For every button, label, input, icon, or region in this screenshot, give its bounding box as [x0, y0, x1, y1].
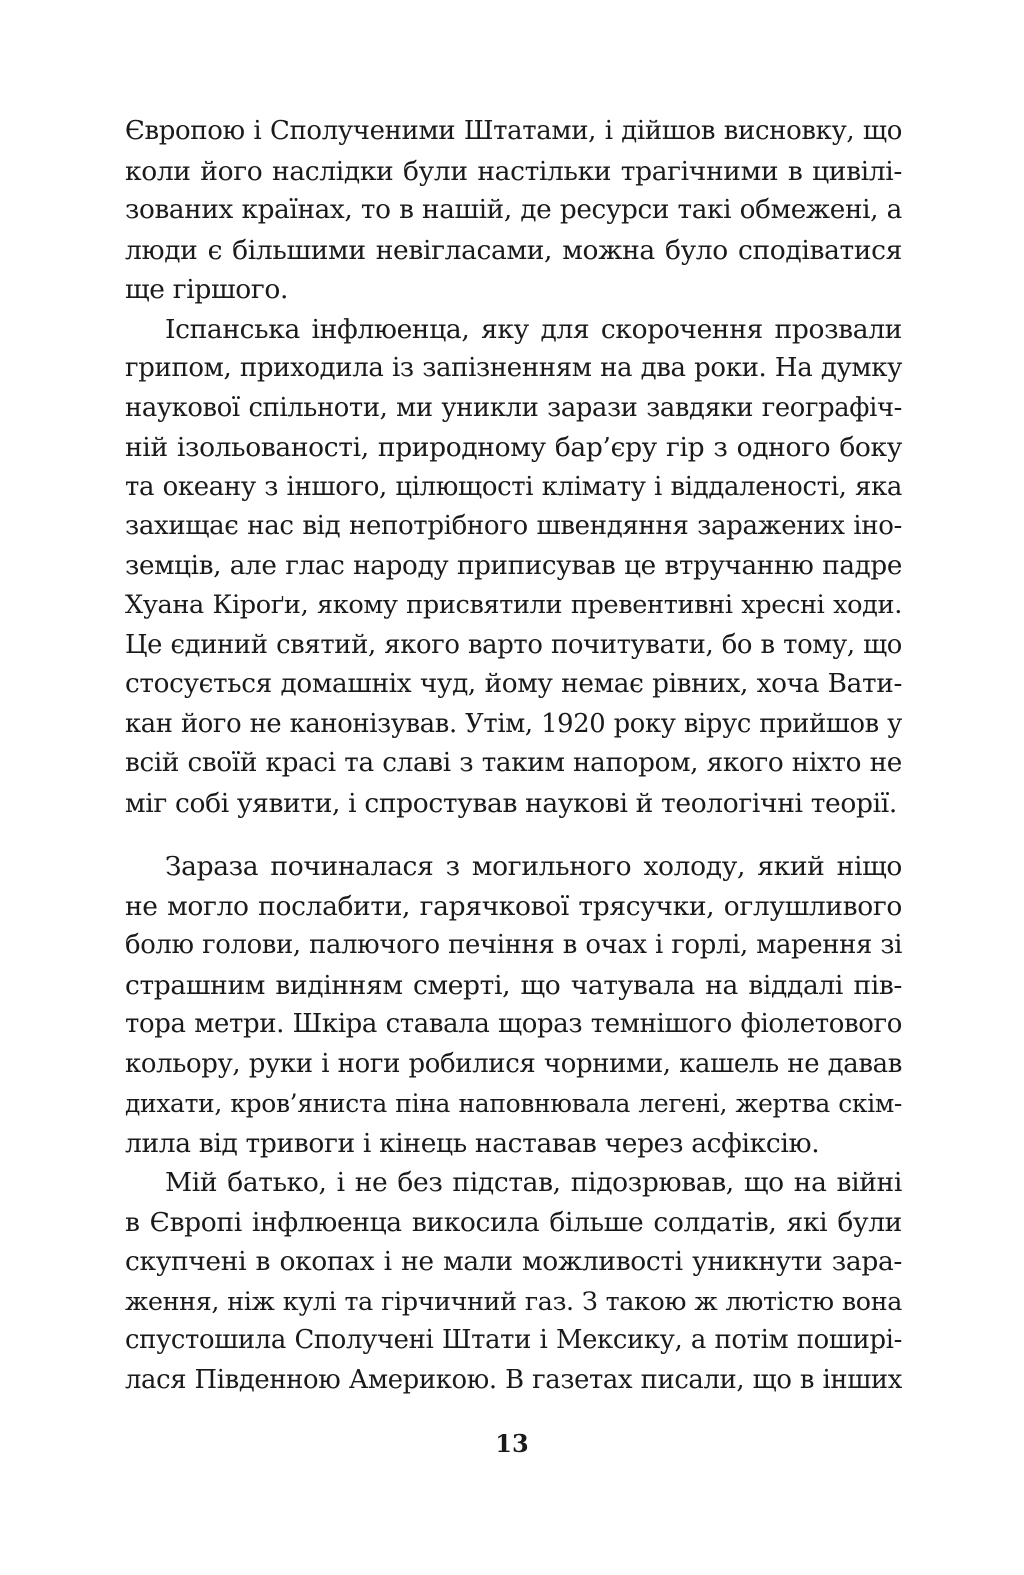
text-line: лася Південною Америкою. В газетах писали, що в інших	[125, 1364, 902, 1395]
text-line: грипом, приходила із запізненням на два роки. На думку	[125, 353, 902, 383]
text-line: наукової спільноти, ми уникли зарази завдяки географіч-	[125, 392, 902, 423]
text-line: кан його не канонізував. Утім, 1920 року вірус прийшов у	[125, 708, 902, 739]
text-line: кольору, руки і ноги робилися чорними, кашель не давав	[125, 1048, 902, 1079]
text-line: спустошила Сполучені Штати і Мексику, а потім поширі-	[125, 1325, 902, 1355]
paragraph-symptoms	[125, 847, 902, 1163]
text-line: Європою і Сполученими Штатами, і дійшов висновку, що	[125, 116, 902, 146]
text-section-1	[125, 112, 902, 823]
text-line: захищає нас від непотрібного швендяння заражених іно-	[125, 511, 902, 541]
text-line: дихати, кров’яниста піна наповнювала легені, жертва скім-	[125, 1089, 902, 1118]
text-line: ще гіршого.	[125, 274, 289, 305]
text-line: міг собі уявити, і спростував наукові й теологічні теорії.	[125, 787, 897, 819]
text-line: люди є більшими невігласами, можна було сподіватися	[125, 234, 902, 266]
text-line: Це єдиний святий, якого варто почитувати, бо в тому, що	[125, 629, 902, 660]
text-line: ження, ніж кулі та гірчичний газ. З такою ж лютістю вона	[125, 1285, 902, 1316]
text-line: Зараза починалася з могильного холоду, який ніщо	[165, 851, 902, 882]
text-line: страшним видінням смерті, що чатувала на віддалі пів-	[125, 969, 902, 1001]
text-line: скупчені в окопах і не мали можливості уникнути зара-	[125, 1246, 902, 1277]
text-line: Хуана Кіроґи, якому присвятили превентивні хресні ходи.	[125, 590, 902, 620]
text-line: не могло послабити, гарячкової трясучки, оглушливого	[125, 890, 902, 922]
text-section-2	[125, 847, 902, 1400]
paragraph-spanish-flu	[125, 310, 902, 824]
text-line: лила від тривоги і кінець наставав через асфіксію.	[125, 1127, 820, 1159]
text-line: тора метри. Шкіра ставала щораз темнішого фіолетового	[125, 1009, 902, 1039]
text-line: земців, але глас народу приписував це втручанню падре	[125, 550, 902, 581]
paragraph-continuation	[125, 112, 902, 310]
paragraph-father	[125, 1163, 902, 1400]
text-line: ній ізольованості, природному бар’єру гір з одного боку	[125, 432, 902, 463]
text-line: стосується домашніх чуд, йому немає рівних, хоча Вати-	[125, 669, 902, 699]
text-line: коли його наслідки були настільки трагічними в цивілі-	[125, 155, 902, 187]
text-line: всій своїй красі та славі з таким напором, якого ніхто не	[125, 748, 902, 778]
text-line: зованих країнах, то в нашій, де ресурси такі обмежені, а	[125, 195, 902, 225]
text-line: в Європі інфлюенца викосила більше солдатів, які були	[125, 1206, 902, 1238]
text-line: Мій батько, і не без підстав, підозрював, що на війні	[165, 1167, 902, 1198]
text-line: та океану з іншого, цілющості клімату і віддаленості, яка	[125, 471, 902, 502]
page-number: 13	[495, 1429, 529, 1458]
text-line: Іспанська інфлюенца, яку для скорочення прозвали	[165, 313, 902, 345]
text-line: болю голови, палючого печіння в очах і горлі, марення зі	[125, 930, 902, 960]
